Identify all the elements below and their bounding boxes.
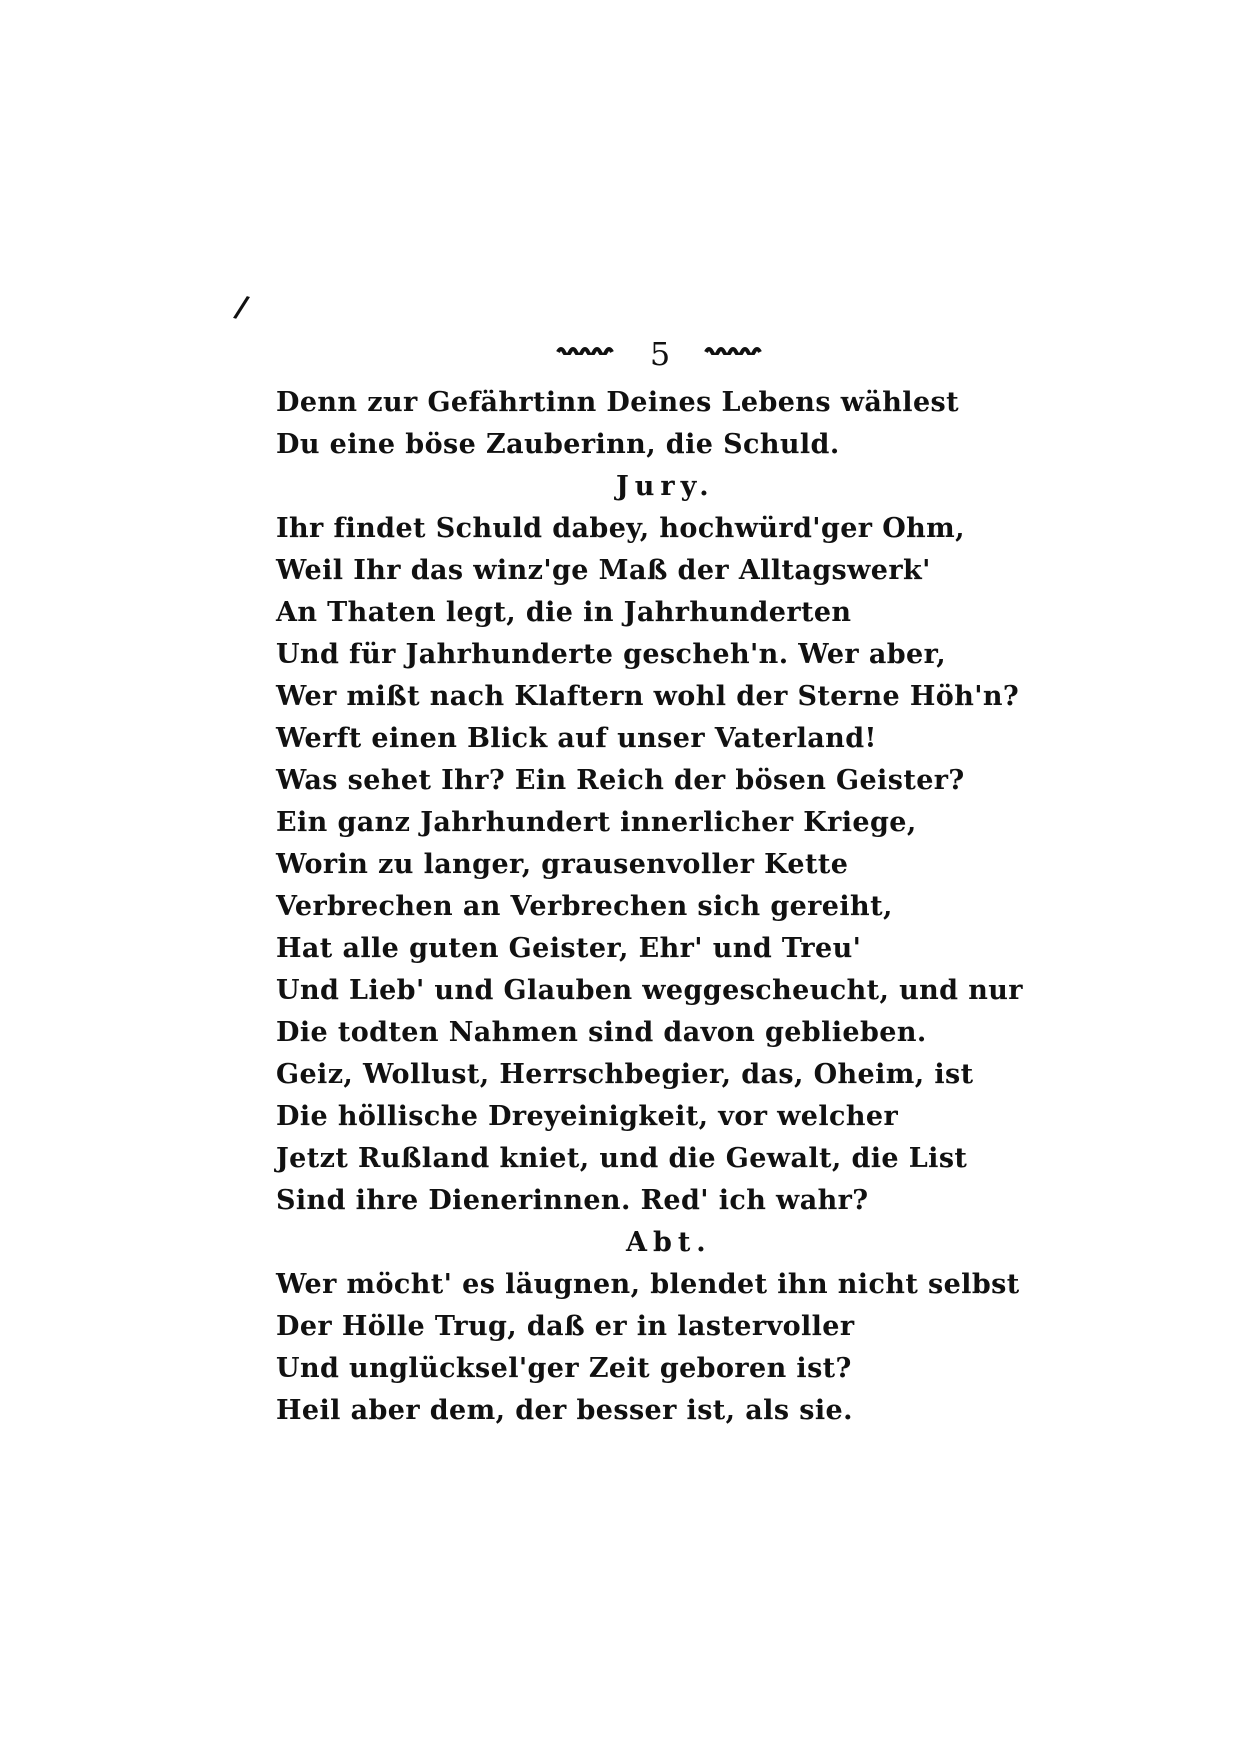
verse-line: Verbrechen an Verbrechen sich gereiht, — [276, 891, 893, 922]
verse-line: Jetzt Rußland kniet, und die Gewalt, die List — [276, 1143, 968, 1174]
verse-text — [276, 382, 1023, 1432]
verse-line: Und für Jahrhunderte gescheh'n. Wer aber, — [276, 639, 947, 670]
verse-line: Die todten Nahmen sind davon geblieben. — [276, 1017, 927, 1048]
verse-line: Wer möcht' es läugnen, blendet ihn nicht selbst — [276, 1269, 1020, 1300]
verse-line: Wer mißt nach Klaftern wohl der Sterne Höh'n? — [276, 681, 1020, 712]
verse-line: Sind ihre Dienerinnen. Red' ich wahr? — [276, 1185, 869, 1216]
verse-line: Worin zu langer, grausenvoller Kette — [276, 849, 849, 880]
verse-line: Weil Ihr das winz'ge Maß der Alltagswerk' — [276, 555, 931, 586]
wavy-rule-ornament-icon — [704, 345, 764, 355]
verse-line: Werft einen Blick auf unser Vaterland! — [276, 723, 877, 754]
verse-line: Und Lieb' und Glauben weggescheucht, und nur — [276, 975, 1023, 1006]
page-number: 5 — [649, 335, 671, 373]
speaker-name: Jury. — [616, 471, 715, 502]
verse-line: Heil aber dem, der besser ist, als sie. — [276, 1395, 853, 1426]
verse-line: Denn zur Gefährtinn Deines Lebens wählest — [276, 387, 960, 418]
verse-line: An Thaten legt, die in Jahrhunderten — [276, 597, 852, 628]
wavy-rule-ornament-icon — [556, 345, 616, 355]
verse-line: Die höllische Dreyeinigkeit, vor welcher — [276, 1101, 899, 1132]
verse-line: Und unglücksel'ger Zeit geboren ist? — [276, 1353, 852, 1384]
stray-ink-mark: / — [231, 289, 252, 326]
verse-line: Hat alle guten Geister, Ehr' und Treu' — [276, 933, 862, 964]
speaker-name: Abt. — [626, 1227, 712, 1258]
verse-line: Was sehet Ihr? Ein Reich der bösen Geister? — [276, 765, 965, 796]
verse-line: Du eine böse Zauberinn, die Schuld. — [276, 429, 840, 460]
page-header — [520, 330, 800, 373]
verse-line: Ein ganz Jahrhundert innerlicher Kriege, — [276, 807, 917, 838]
verse-line: Der Hölle Trug, daß er in lastervoller — [276, 1311, 855, 1342]
verse-line: Ihr findet Schuld dabey, hochwürd'ger Ohm, — [276, 513, 965, 544]
verse-line: Geiz, Wollust, Herrschbegier, das, Oheim, ist — [276, 1059, 974, 1090]
